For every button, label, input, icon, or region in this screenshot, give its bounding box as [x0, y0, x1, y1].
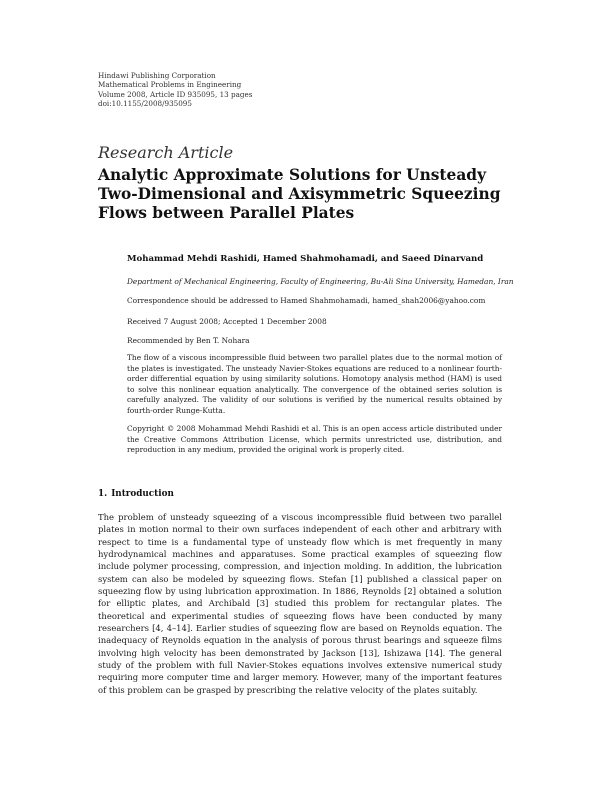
title-line: Analytic Approximate Solutions for Unsteady: [98, 166, 487, 184]
volume-info: Volume 2008, Article ID 935095, 13 pages: [98, 89, 253, 99]
publisher-name: Hindawi Publishing Corporation: [98, 71, 216, 80]
affiliation: Department of Mechanical Engineering, Faculty of Engineering, Bu-Ali Sina University, Hamedan, Iran: [127, 277, 514, 286]
journal-header: [98, 71, 252, 109]
section-title: Introduction: [111, 489, 174, 499]
section-heading: [98, 489, 174, 499]
paper-title: [98, 166, 538, 223]
introduction-text: The problem of unsteady squeezing of a viscous incompressible fluid between two parallel plates in motion normal to their own surfaces independent of each other and arbitrary with respect to time is a fundamental type of unsteady flow which is met frequently in many hydrodynamical machines and apparatuses. Some practical examples of squeezing flow include polymer processing, compression, and injection molding. In addition, the lubrication system can also be modeled by squeezing flows. Stefan [1] published a classical paper on squeezing flow by using lubrication approximation. In 1886, Reynolds [2] obtained a solution for elliptic plates, and Archibald [3] studied this problem for rectangular plates. The theoretical and experimental studies of squeezing flows have been conducted by many researchers [4, 4–14]. Earlier studies of squeezing flow are based on Reynolds equation. The inadequacy of Reynolds equation in the analysis of porous thrust bearings and squeeze films involving high velocity has been demonstrated by Jackson [13], Ishizawa [14]. The general study of the problem with full Navier-Stokes equations involves extensive numerical study requiring more computer time and larger memory. However, many of the important features of this problem can be grasped by prescribing the relative velocity of the plates suitably.: [98, 512, 502, 695]
dates: Received 7 August 2008; Accepted 1 December 2008: [127, 317, 327, 326]
title-line: Flows between Parallel Plates: [98, 204, 355, 222]
authors: Mohammad Mehdi Rashidi, Hamed Shahmohamadi, and Saeed Dinarvand: [127, 254, 484, 264]
doi: doi:10.1155/2008/935095: [98, 99, 192, 109]
correspondence: Correspondence should be addressed to Hamed Shahmohamadi, hamed_shah2006@yahoo.com: [127, 296, 486, 305]
title-line: Two-Dimensional and Axisymmetric Squeezing: [98, 185, 501, 203]
abstract: The flow of a viscous incompressible fluid between two parallel plates due to the normal motion of the plates is investigated. The unsteady Navier-Stokes equations are reduced to a nonlinear fourth-order differential equation by using similarity solutions. Homotopy analysis method (HAM) is used to solve this nonlinear equation analytically. The convergence of the obtained series solution is carefully analyzed. The validity of our solutions is verified by the numerical results obtained by fourth-order Runge-Kutta.: [127, 353, 502, 415]
journal-name: Mathematical Problems in Engineering: [98, 80, 242, 90]
recommended-by: Recommended by Ben T. Nohara: [127, 336, 250, 345]
article-type: Research Article: [98, 143, 234, 162]
section-number: 1.: [98, 489, 108, 499]
copyright-notice: Copyright © 2008 Mohammad Mehdi Rashidi et al. This is an open access article distributed under the Creative Commons Attribution License, which permits unrestricted use, distribution, and reproduction in any medium, provided the original work is properly cited.: [127, 424, 502, 455]
